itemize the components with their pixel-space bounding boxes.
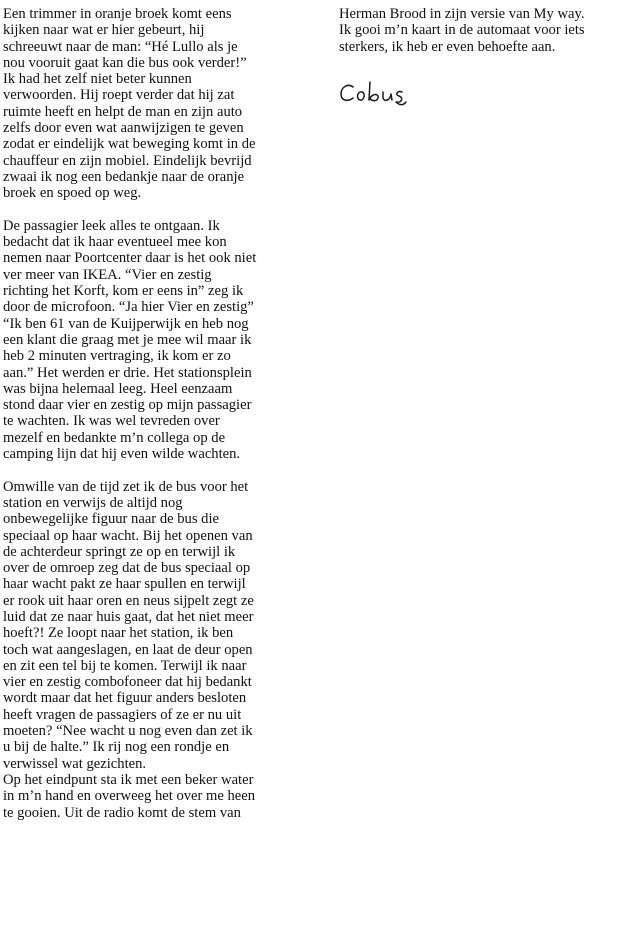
paragraph-gap (3, 202, 303, 218)
text-line: vier en zestig combofoneer dat hij bedankt (3, 674, 252, 691)
text-line: schreeuwt naar de man: “Hé Lullo als je (3, 38, 238, 55)
text-line: ruimte heeft en helpt de man en zijn auto (3, 103, 243, 120)
text-line: over de omroep zeg dat de bus speciaal op (3, 560, 251, 577)
text-line: camping lijn dat hij even wilde wachten. (3, 446, 241, 463)
text-line: mezelf en bedankte m’n collega op de (3, 429, 226, 446)
text-line: een klant die graag met je mee wil maar ik (3, 331, 252, 348)
text-line: zodat er eindelijk wat beweging komt in de (3, 136, 256, 153)
text-line: de achterdeur springt ze op en terwijl ik (3, 543, 236, 560)
text-line: er rook uit haar oren en neus sijpelt zegt ze (3, 592, 254, 609)
text-line: toch wat aangeslagen, en laat de deur open (3, 641, 253, 658)
text-line: Omwille van de tijd zet ik de bus voor het (3, 478, 249, 495)
text-line: aan.” Het werden er drie. Het stationsplein (3, 364, 252, 381)
text-line: Een trimmer in oranje broek komt eens (3, 6, 232, 22)
text-line: door de microfoon. “Ja hier Vier en zestig” (3, 299, 254, 316)
text-line: bedacht dat ik haar eventueel mee kon (3, 234, 227, 251)
text-line: zwaai ik nog een bedankje naar de oranje (3, 168, 245, 185)
text-line: te gooien. Uit de radio komt de stem van (3, 804, 241, 821)
text-line: wordt maar dat het figuur anders besloten (3, 690, 247, 707)
text-line: verwissel wat gezichten. (3, 755, 147, 772)
signature (339, 78, 429, 112)
signature-handwriting (339, 78, 429, 112)
text-line: Herman Brood in zijn versie van My way. (339, 6, 585, 22)
text-line: in m’n hand en overweeg het over me heen (3, 788, 256, 805)
text-line: De passagier leek alles te ontgaan. Ik (3, 217, 220, 234)
text-line: verwoorden. Hij roept verder dat hij zat (3, 87, 235, 104)
right-column (339, 6, 631, 55)
text-line: speciaal op haar wacht. Bij het openen van (3, 527, 253, 544)
text-line: chauffeur en zijn mobiel. Eindelijk bevrijd (3, 152, 252, 169)
text-line: kijken naar wat er hier gebeurt, hij (3, 22, 205, 39)
paragraph-2 (3, 218, 303, 462)
text-line: nemen naar Poortcenter daar is het ook niet (3, 250, 257, 267)
text-line: u bij de halte.” Ik rij nog een rondje en (3, 739, 230, 756)
paragraph-1 (3, 6, 303, 202)
text-line: station en verwijs de altijd nog (3, 494, 183, 511)
text-line: heb 2 minuten vertraging, ik kom er zo (3, 348, 231, 365)
text-line: was bijna helemaal leeg. Heel eenzaam (3, 380, 233, 397)
text-line: stond daar vier en zestig op mijn passagier (3, 397, 252, 414)
text-line: moeten? “Nee wacht u nog even dan zet ik (3, 723, 253, 740)
text-line: haar wacht pakt ze haar spullen en terwijl (3, 576, 246, 593)
text-line: hoeft?! Ze loopt naar het station, ik ben (3, 625, 234, 642)
text-line: sterkers, ik heb er even behoefte aan. (339, 38, 556, 55)
text-line: luid dat ze naar huis gaat, dat het niet meer (3, 608, 254, 625)
left-column (3, 6, 303, 821)
text-line: Ik gooi m’n kaart in de automaat voor iets (339, 22, 585, 39)
text-line: heeft vragen de passagiers of ze er nu uit (3, 706, 242, 723)
paragraph-gap (3, 462, 303, 478)
text-line: Op het eindpunt sta ik met een beker water (3, 771, 254, 788)
text-line: broek en spoed op weg. (3, 185, 142, 202)
text-line: richting het Korft, kom er eens in” zeg ik (3, 283, 244, 300)
text-line: te wachten. Ik was wel tevreden over (3, 413, 220, 430)
text-line: ver meer van IKEA. “Vier en zestig (3, 266, 212, 283)
text-line: “Ik ben 61 van de Kuijperwijk en heb nog (3, 315, 249, 332)
text-line: onbewegelijke figuur naar de bus die (3, 511, 219, 528)
text-line: Ik had het zelf niet beter kunnen (3, 71, 192, 88)
paragraph-3 (3, 479, 303, 821)
text-line: zelfs door even wat aanwijzigen te geven (3, 120, 244, 137)
text-line: nou vooruit gaat kan die bus ook verder!” (3, 54, 247, 71)
text-line: en zit een tel bij te komen. Terwijl ik naar (3, 657, 247, 674)
